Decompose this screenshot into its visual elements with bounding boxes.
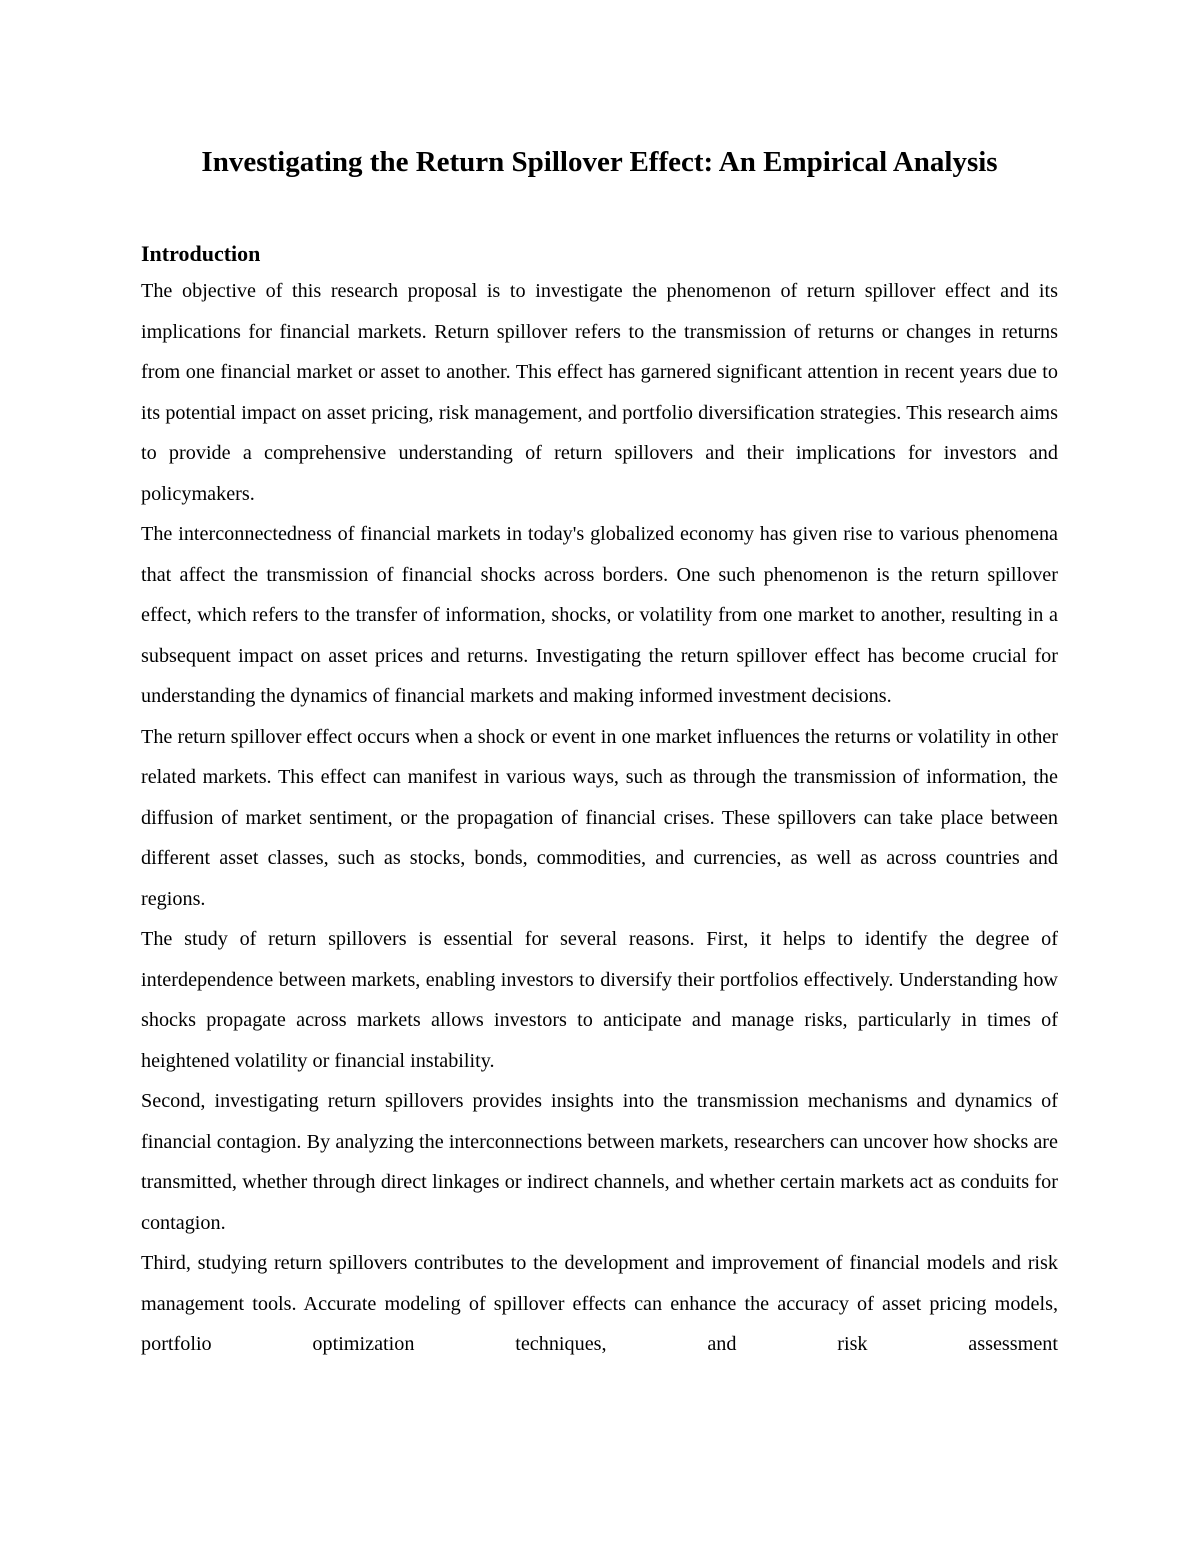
paragraph-spillover-definition: The return spillover effect occurs when a shock or event in one market influences the returns or volatility in other related markets. This effect can manifest in various ways, such as through the transmission of information, the diffusion of market sentiment, or the propagation of financial crises. These spillovers can take place between different asset classes, such as stocks, bonds, commodities, and currencies, as well as across countries and regions. [141,725,1058,910]
document-title: Investigating the Return Spillover Effect: An Empirical Analysis [201,146,998,178]
paragraph-objective: The objective of this research proposal is to investigate the phenomenon of return spillover effect and its implications for financial markets. Return spillover refers to the transmission of returns or changes in returns from one financial market or asset to another. This effect has garnered significant attention in recent years due to its potential impact on asset pricing, risk management, and portfolio diversification strategies. This research aims to provide a comprehensive understanding of return spillovers and their implications for investors and policymakers. [141,280,1058,505]
section-heading-introduction: Introduction [141,241,261,266]
paragraph-third-reason: Third, studying return spillovers contributes to the development and improvement of financial models and risk management tools. Accurate modeling of spillover effects can enhance the accuracy of asset pricing models, portfolio optimization techniques, and risk assessment [141,1252,1058,1355]
document-body [141,138,1058,1365]
paragraph-second-reason: Second, investigating return spillovers provides insights into the transmission mechanisms and dynamics of financial contagion. By analyzing the interconnections between markets, researchers can uncover how shocks are transmitted, whether through direct linkages or indirect channels, and whether certain markets act as conduits for contagion. [141,1090,1058,1234]
paragraph-interconnectedness: The interconnectedness of financial markets in today's globalized economy has given rise to various phenomena that affect the transmission of financial shocks across borders. One such phenomenon is the return spillover effect, which refers to the transfer of information, shocks, or volatility from one market to another, resulting in a subsequent impact on asset prices and returns. Investigating the return spillover effect has become crucial for understanding the dynamics of financial markets and making informed investment decisions. [141,523,1058,707]
paragraph-first-reason: The study of return spillovers is essential for several reasons. First, it helps to identify the degree of interdependence between markets, enabling investors to diversify their portfolios effectively. Understanding how shocks propagate across markets allows investors to anticipate and manage risks, particularly in times of heightened volatility or financial instability. [141,928,1058,1072]
